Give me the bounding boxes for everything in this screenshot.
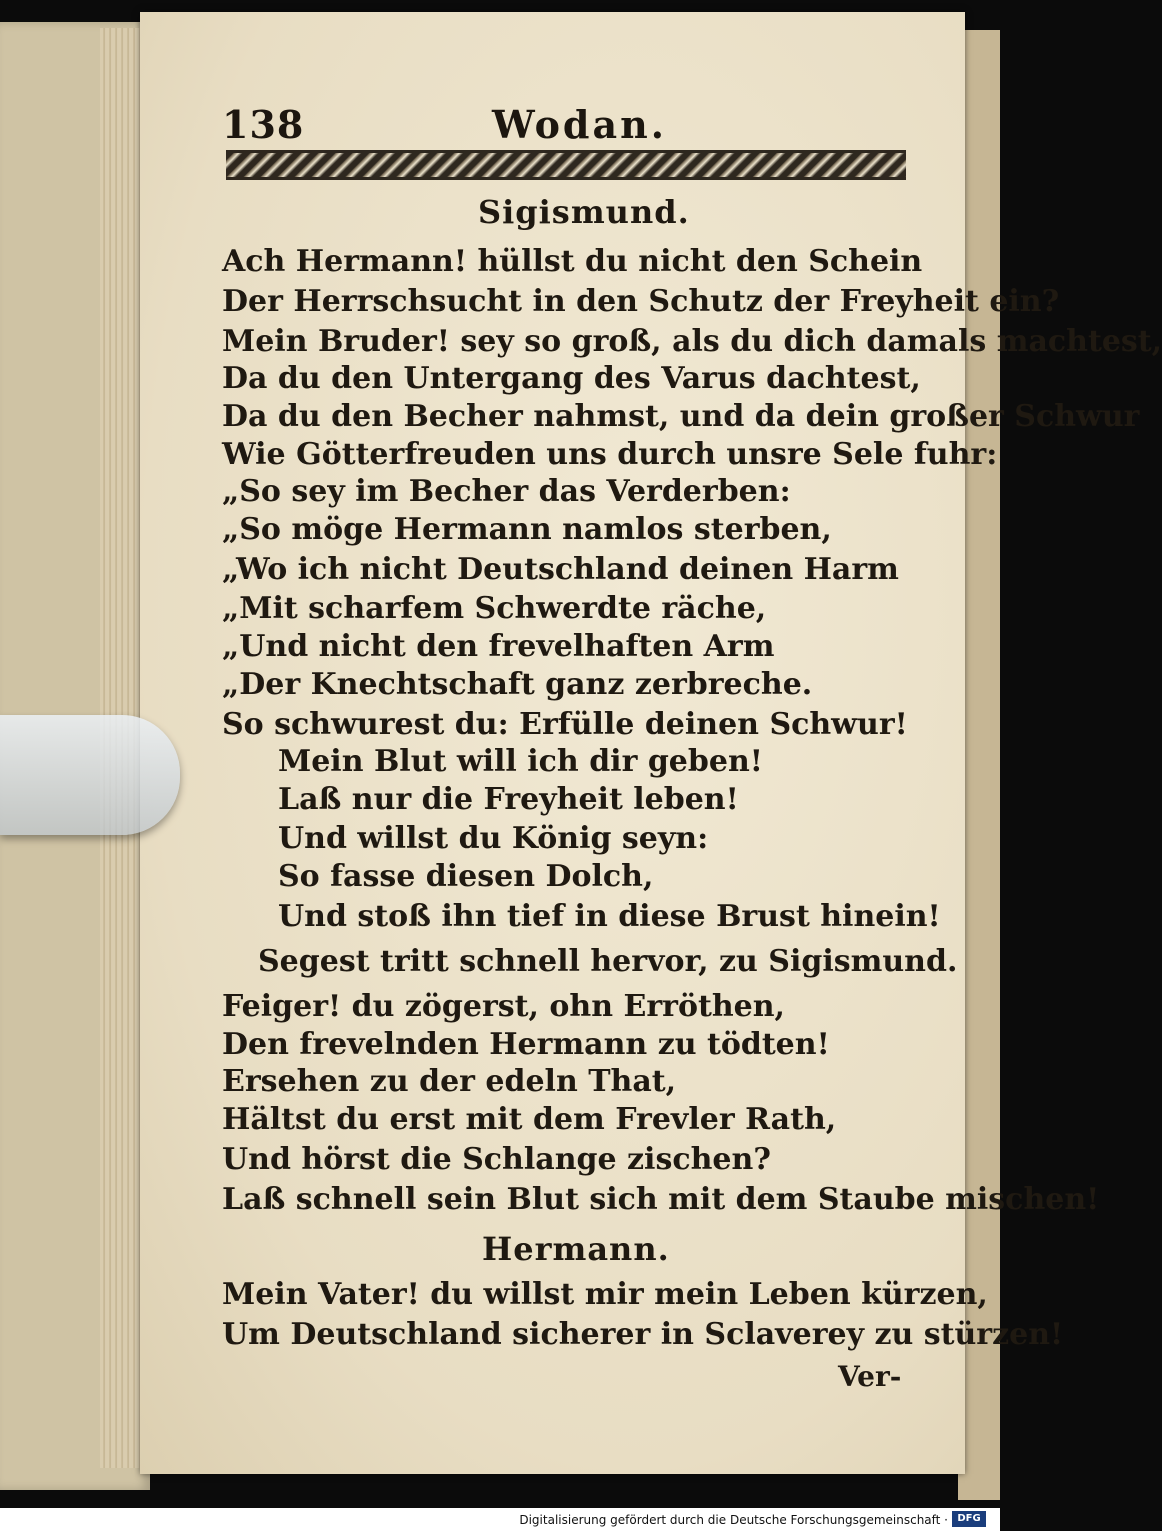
verse-line: „So sey im Becher das Verderben: bbox=[222, 474, 791, 509]
page-header bbox=[222, 100, 912, 150]
verse-line: Mein Vater! du willst mir mein Leben kürzen, bbox=[222, 1277, 988, 1312]
page-number: 138 bbox=[222, 102, 305, 147]
speaker-name: Hermann. bbox=[482, 1230, 670, 1268]
verse-line: Mein Bruder! sey so groß, als du dich damals machtest, bbox=[222, 324, 1162, 359]
verse-line: Laß nur die Freyheit leben! bbox=[278, 782, 739, 817]
verse-line: Da du den Untergang des Varus dachtest, bbox=[222, 361, 921, 396]
digitization-credit: Digitalisierung gefördert durch die Deutsche Forschungsgemeinschaft · bbox=[519, 1513, 948, 1527]
verse-line: „Mit scharfem Schwerdte räche, bbox=[222, 591, 767, 626]
speaker-name: Sigismund. bbox=[478, 193, 690, 231]
verse-line: Der Herrschsucht in den Schutz der Freyheit ein? bbox=[222, 284, 1060, 319]
verse-line: „So möge Hermann namlos sterben, bbox=[222, 512, 832, 547]
verse-line: Und stoß ihn tief in diese Brust hinein! bbox=[278, 899, 941, 934]
verse-line: Laß schnell sein Blut sich mit dem Staube mischen! bbox=[222, 1182, 1100, 1217]
verse-line: Ach Hermann! hüllst du nicht den Schein bbox=[222, 244, 923, 279]
verse-line: Ersehen zu der edeln That, bbox=[222, 1064, 677, 1099]
verse-line: „Und nicht den frevelhaften Arm bbox=[222, 629, 775, 664]
plastic-clip bbox=[0, 715, 180, 835]
ornamental-rule bbox=[226, 150, 906, 180]
verse-line: Da du den Becher nahmst, und da dein großer Schwur bbox=[222, 399, 1140, 434]
catchword: Ver- bbox=[838, 1360, 902, 1393]
running-title: Wodan. bbox=[492, 102, 667, 147]
verse-line: Und hörst die Schlange zischen? bbox=[222, 1142, 771, 1177]
verse-line: Den frevelnden Hermann zu tödten! bbox=[222, 1027, 830, 1062]
stage-direction: Segest tritt schnell hervor, zu Sigismund. bbox=[258, 944, 958, 979]
verse-line: Feiger! du zögerst, ohn Erröthen, bbox=[222, 989, 785, 1024]
verse-line: „Der Knechtschaft ganz zerbreche. bbox=[222, 667, 813, 702]
verse-line: Und willst du König seyn: bbox=[278, 821, 709, 856]
verse-line: Wie Götterfreuden uns durch unsre Sele fuhr: bbox=[222, 437, 998, 472]
dfg-logo-icon: DFG bbox=[952, 1511, 986, 1527]
verse-line: „Wo ich nicht Deutschland deinen Harm bbox=[222, 552, 899, 587]
verse-line: Um Deutschland sicherer in Sclaverey zu stürzen! bbox=[222, 1317, 1064, 1352]
verse-line: So schwurest du: Erfülle deinen Schwur! bbox=[222, 707, 908, 742]
verse-line: Mein Blut will ich dir geben! bbox=[278, 744, 763, 779]
verse-line: So fasse diesen Dolch, bbox=[278, 859, 654, 894]
verse-line: Hältst du erst mit dem Frevler Rath, bbox=[222, 1102, 837, 1137]
